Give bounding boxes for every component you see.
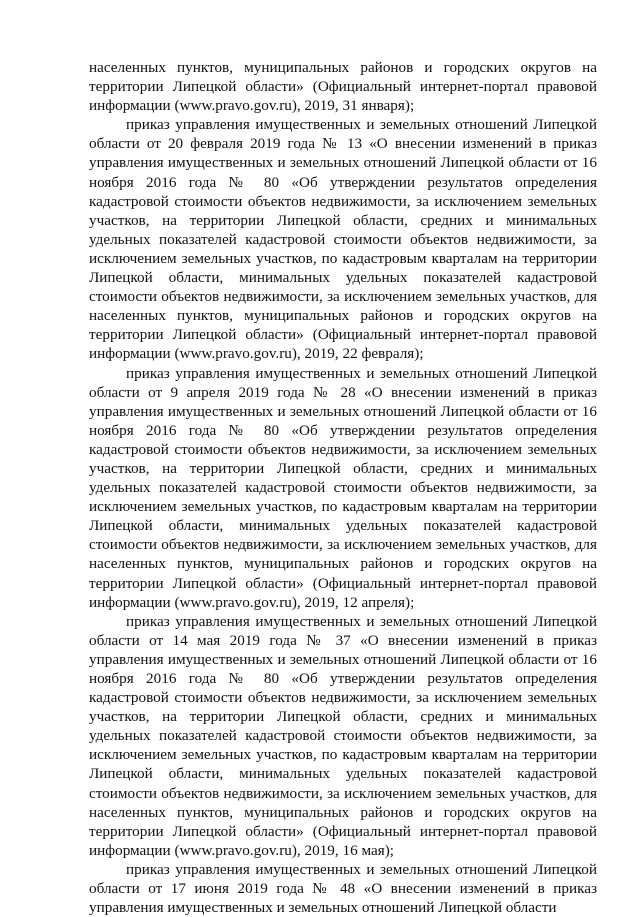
document-body	[89, 58, 597, 917]
paragraph-order-9-apr-2019: приказ управления имущественных и земельных отношений Липецкой области от 9 апреля 2019 года № 28 «О внесении изменений в приказ управления имущественных и земельных отношений Липецкой области от 16 ноября 2016 года № 80 «Об утверждении результатов определения кадастровой стоимости объектов недвижимости, за исключением земельных участков, на территории Липецкой области, средних и минимальных удельных показателей кадастровой стоимости объектов недвижимости, за исключением земельных участков, по кадастровым кварталам на территории Липецкой области, минимальных удельных показателей кадастровой стоимости объектов недвижимости, за исключением земельных участков, для населенных пунктов, муниципальных районов и городских округов на территории Липецкой области» (Официальный интернет-портал правовой информации (www.pravo.gov.ru), 2019, 12 апреля);	[89, 364, 597, 611]
paragraph-order-17-jun-2019: приказ управления имущественных и земельных отношений Липецкой области от 17 июня 2019 года № 48 «О внесении изменений в приказ управления имущественных и земельных отношений Липецкой области	[89, 860, 597, 917]
paragraph-order-14-may-2019: приказ управления имущественных и земельных отношений Липецкой области от 14 мая 2019 года № 37 «О внесении изменений в приказ управления имущественных и земельных отношений Липецкой области от 16 ноября 2016 года № 80 «Об утверждении результатов определения кадастровой стоимости объектов недвижимости, за исключением земельных участков, на территории Липецкой области, средних и минимальных удельных показателей кадастровой стоимости объектов недвижимости, за исключением земельных участков, по кадастровым кварталам на территории Липецкой области, минимальных удельных показателей кадастровой стоимости объектов недвижимости, за исключением земельных участков, для населенных пунктов, муниципальных районов и городских округов на территории Липецкой области» (Официальный интернет-портал правовой информации (www.pravo.gov.ru), 2019, 16 мая);	[89, 612, 597, 859]
paragraph-order-20-feb-2019: приказ управления имущественных и земельных отношений Липецкой области от 20 февраля 2019 года № 13 «О внесении изменений в приказ управления имущественных и земельных отношений Липецкой области от 16 ноября 2016 года № 80 «Об утверждении результатов определения кадастровой стоимости объектов недвижимости, за исключением земельных участков, на территории Липецкой области, средних и минимальных удельных показателей кадастровой стоимости объектов недвижимости, за исключением земельных участков, по кадастровым кварталам на территории Липецкой области, минимальных удельных показателей кадастровой стоимости объектов недвижимости, за исключением земельных участков, для населенных пунктов, муниципальных районов и городских округов на территории Липецкой области» (Официальный интернет-портал правовой информации (www.pravo.gov.ru), 2019, 22 февраля);	[89, 116, 597, 363]
paragraph-continuation: населенных пунктов, муниципальных районов и городских округов на территории Липецкой области» (Официальный интернет-портал правовой информации (www.pravo.gov.ru), 2019, 31 января);	[89, 59, 597, 115]
